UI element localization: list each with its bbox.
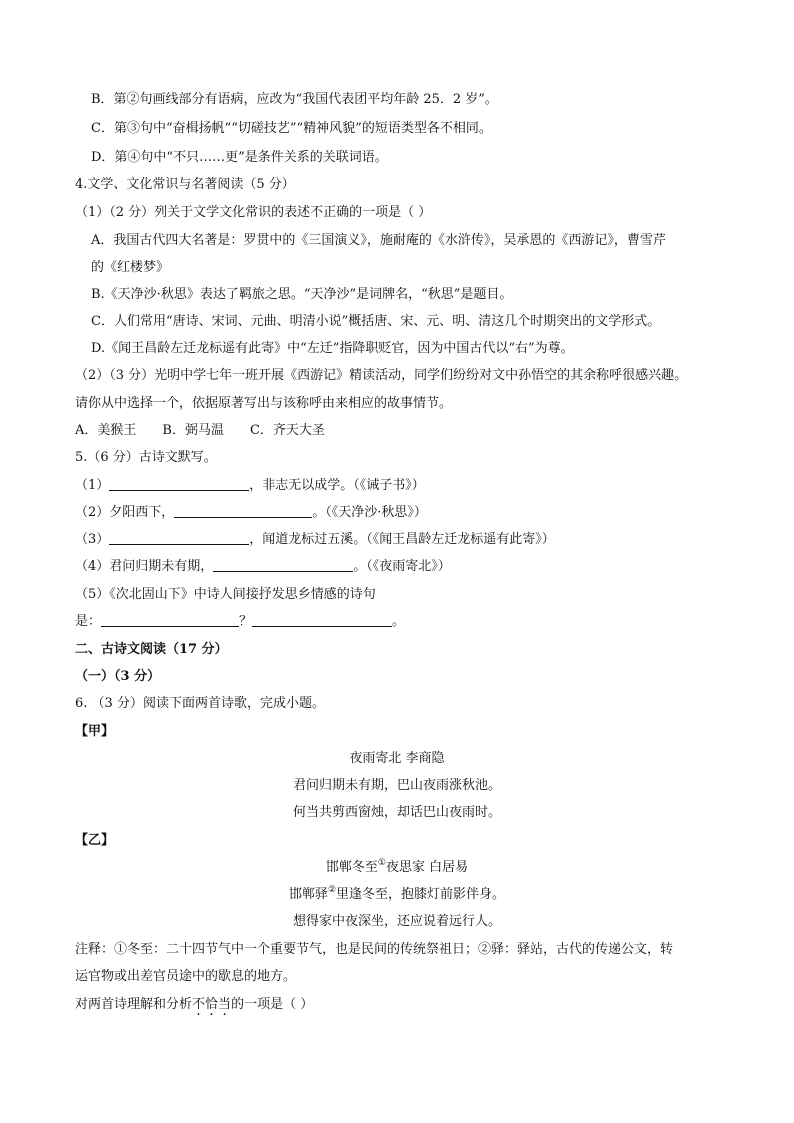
emphasis-char-2: 恰 xyxy=(205,997,219,1012)
q5-3-prefix: （3） xyxy=(75,532,110,547)
notes-line2: 运官物或出差官员途中的歇息的地方。 xyxy=(75,969,297,984)
q5-1-suffix: ，非志无以成学。（《诫子书》） xyxy=(249,478,425,493)
q6-stem: 6. （3 分）阅读下面两首诗歌，完成小题。 xyxy=(75,696,325,711)
q5-4-suffix: 。（《夜雨寄北》） xyxy=(353,559,451,574)
poem2-title-part1: 邯郸冬至 xyxy=(325,860,378,875)
q4-1-stem: （1）（2 分）列关于文学文化常识的表述不正确的一项是（ ） xyxy=(75,205,432,220)
q5-6-suffix: 。 xyxy=(392,614,406,629)
poem2-line1-part2: 里逢冬至，抱膝灯前影伴身。 xyxy=(336,887,506,902)
q4-2-option-b: B．弼马温 xyxy=(162,423,224,438)
q5-2-blank[interactable] xyxy=(174,503,312,518)
q4-1-option-b: B.《天净沙·秋思》表达了羁旅之思。“天净沙”是词牌名，“秋思”是题目。 xyxy=(91,287,513,302)
q5-2-prefix: （2）夕阳西下， xyxy=(75,505,175,520)
poem2-line1-part1: 邯郸驿 xyxy=(288,887,328,902)
q5-line-1 xyxy=(75,476,425,496)
footnote-marker-2: ② xyxy=(327,885,337,895)
q5-1-blank[interactable] xyxy=(109,476,249,491)
poem-yi-label: 【乙】 xyxy=(75,833,115,848)
poem1-title: 夜雨寄北 李商隐 xyxy=(349,751,445,766)
footnote-marker-1: ① xyxy=(377,858,386,868)
q5-6-prefix: 是： xyxy=(75,614,102,629)
poem2-title-part2: 夜思家 白居易 xyxy=(385,860,469,875)
q3-option-c: C．第③句中“奋楫扬帆”“切磋技艺”“精神风貌”的短语类型各不相同。 xyxy=(91,121,492,136)
poem1-line1: 君问归期未有期，巴山夜雨涨秋池。 xyxy=(292,778,501,793)
emphasis-char-3: 当 xyxy=(218,997,232,1012)
q5-3-blank[interactable] xyxy=(109,530,249,545)
q5-1-prefix: （1） xyxy=(75,478,110,493)
q5-title: 5.（6 分）古诗文默写。 xyxy=(75,450,217,465)
q5-4-blank[interactable] xyxy=(213,557,353,572)
q3-option-b: B．第②句画线部分有语病，应改为“我国代表团平均年龄 25．2 岁”。 xyxy=(91,92,498,107)
q4-1-option-a-line2: 的《红楼梦》 xyxy=(91,260,170,275)
q5-line-4 xyxy=(75,557,451,577)
poem1-line2: 何当共剪西窗烛，却话巴山夜雨时。 xyxy=(292,805,501,820)
q4-2-options xyxy=(75,421,325,441)
poem-jia-label: 【甲】 xyxy=(75,724,115,739)
q5-line-3 xyxy=(75,530,555,550)
q4-title: 4.文学、文化常识与名著阅读（5 分） xyxy=(75,177,295,192)
q4-1-option-c: C．人们常用“唐诗、宋词、元曲、明清小说”概括唐、宋、元、明、清这几个时期突出的文学形式。 xyxy=(91,314,661,329)
q5-line-2 xyxy=(75,503,427,523)
q4-1-option-a-line1: A．我国古代四大名著是：罗贯中的《三国演义》，施耐庵的《水浒传》，吴承恩的《西游记》，曹雪芹 xyxy=(91,233,666,248)
q3-option-d: D．第④句中“不只……更”是条件关系的关联词语。 xyxy=(91,150,388,165)
q5-6-blank-1[interactable] xyxy=(101,612,239,627)
q5-2-suffix: 。（《天净沙·秋思》） xyxy=(312,505,427,520)
q4-2-option-c: C．齐天大圣 xyxy=(249,423,325,438)
q4-2-stem-line1: （2）（3 分）光明中学七年一班开展《西游记》精读活动，同学们纷纷对文中孙悟空的其余称呼很感兴趣。 xyxy=(75,368,688,383)
q6-question-prefix: 对两首诗理解和分析 xyxy=(75,997,193,1012)
q5-6-blank-2[interactable] xyxy=(252,612,392,627)
notes-line1: 注释：①冬至：二十四节气中一个重要节气，也是民间的传统祭祖日；②驿：驿站，古代的传递公文，转 xyxy=(75,942,674,957)
q5-line-6 xyxy=(75,612,405,632)
q6-question-suffix: 的一项是（ ） xyxy=(231,997,314,1012)
q4-2-option-a: A．美猴王 xyxy=(75,423,137,438)
q6-question xyxy=(75,995,313,1015)
q5-line-5: （5）《次北固山下》中诗人间接抒发思乡情感的诗句 xyxy=(75,587,376,602)
q4-2-stem-line2: 请你从中选择一个，依据原著写出与该称呼由来相应的故事情节。 xyxy=(75,396,453,411)
poem2-line1 xyxy=(0,885,794,905)
q5-3-suffix: ，闻道龙标过五溪。（《闻王昌龄左迁龙标遥有此寄》） xyxy=(249,532,555,547)
poem2-title xyxy=(0,858,794,878)
section2-part1: （一）（3 分） xyxy=(75,669,161,684)
poem2-line2: 想得家中夜深坐，还应说着远行人。 xyxy=(292,914,501,929)
emphasis-char-1: 不 xyxy=(192,997,206,1012)
q5-6-middle: ？ xyxy=(239,614,253,629)
q5-4-prefix: （4）君问归期未有期， xyxy=(75,559,214,574)
q4-1-option-d: D.《闻王昌龄左迁龙标遥有此寄》中“左迁”指降职贬官，因为中国古代以“右”为尊。 xyxy=(91,341,574,356)
section2-title: 二、古诗文阅读（17 分） xyxy=(75,642,228,657)
